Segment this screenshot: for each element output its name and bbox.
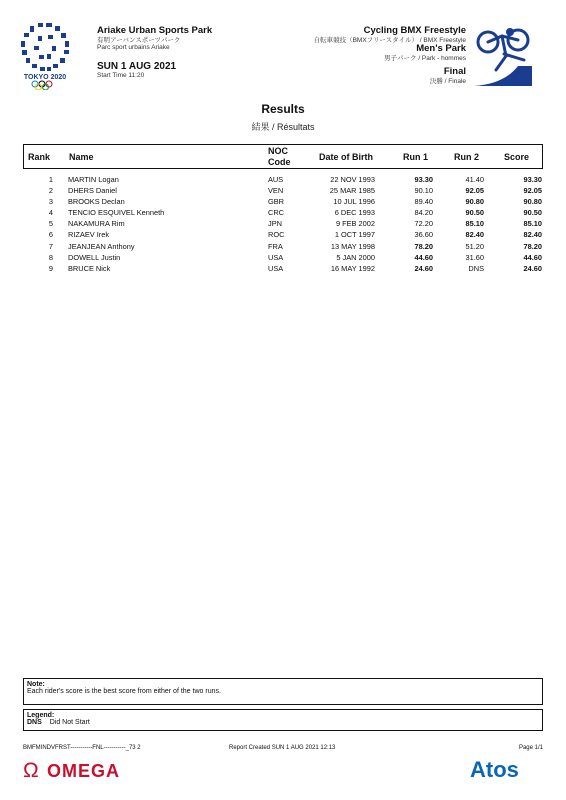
run2-cell: 90.50 — [465, 208, 484, 218]
col-noc-header-2: Code — [268, 157, 291, 167]
score-cell: 92.05 — [523, 186, 542, 196]
dob-cell: 13 MAY 1998 — [330, 241, 375, 251]
run2-cell: 51.20 — [465, 241, 484, 251]
omega-logo — [23, 757, 148, 782]
table-row — [23, 175, 543, 186]
page-number: Page 1/1 — [518, 745, 543, 751]
noc-cell: CRC — [268, 208, 285, 218]
noc-cell: FRA — [268, 241, 283, 251]
run2-cell: 90.80 — [465, 197, 484, 207]
event-block — [314, 26, 466, 85]
score-cell: 85.10 — [523, 219, 542, 229]
table-row — [23, 208, 543, 219]
event-name: Men's Park — [416, 43, 466, 55]
run2-cell: DNS — [468, 263, 484, 273]
col-run2-header: Run 2 — [454, 152, 480, 162]
noc-cell: USA — [268, 252, 284, 262]
noc-cell: JPN — [268, 219, 282, 229]
rank-cell: 7 — [48, 241, 53, 251]
atos-wordmark: Atos — [470, 757, 519, 782]
col-name-header: Name — [69, 152, 94, 162]
report-created: Report Created SUN 1 AUG 2021 12:13 — [229, 745, 336, 751]
rank-cell: 9 — [48, 263, 53, 273]
venue-name-jp: 有明アーバンスポーツパーク — [97, 36, 181, 44]
legend-box — [23, 709, 543, 731]
legend-code: DNS — [27, 719, 42, 726]
dob-cell: 6 DEC 1993 — [334, 208, 375, 218]
rank-cell: 2 — [48, 186, 53, 196]
score-cell: 90.50 — [523, 208, 542, 218]
noc-cell: ROC — [268, 230, 285, 240]
venue-block — [97, 26, 212, 80]
run2-cell: 82.40 — [465, 230, 484, 240]
dob-cell: 16 MAY 1992 — [330, 263, 375, 273]
run2-cell: 85.10 — [465, 219, 484, 229]
run1-cell: 89.40 — [414, 197, 433, 207]
results-table-body — [23, 175, 543, 275]
event-subtitle: 男子パーク / Park - hommes — [384, 55, 466, 63]
table-row — [23, 197, 543, 208]
dob-cell: 22 NOV 1993 — [330, 175, 375, 184]
run1-cell: 44.60 — [414, 252, 433, 262]
atos-logo — [470, 756, 546, 782]
dob-cell: 9 FEB 2002 — [335, 219, 375, 229]
omega-wordmark: OMEGA — [47, 761, 121, 781]
phase-name: Final — [443, 65, 466, 77]
page-title: Results — [261, 102, 305, 116]
run1-cell: 93.30 — [414, 175, 433, 184]
score-cell: 24.60 — [523, 263, 542, 273]
venue-name: Ariake Urban Sports Park — [97, 25, 213, 36]
results-table-header — [23, 144, 543, 169]
name-cell: DHERS Daniel — [68, 186, 117, 196]
run2-cell: 92.05 — [465, 186, 484, 196]
table-row — [23, 264, 543, 275]
page-subtitle: 結果 / Résultats — [251, 122, 315, 132]
run2-cell: 31.60 — [465, 252, 484, 262]
run1-cell: 90.10 — [414, 186, 433, 196]
dob-cell: 25 MAR 1985 — [329, 186, 375, 196]
score-cell: 93.30 — [523, 175, 542, 184]
sport-subtitle: 自転車競技（BMXフリースタイル） / BMX Freestyle — [313, 36, 466, 44]
table-row — [23, 253, 543, 264]
rank-cell: 4 — [48, 208, 53, 218]
footer-code: BMFMINDVFRST-----------FNL-----------_73 2 — [23, 745, 141, 751]
table-row — [23, 230, 543, 241]
legend-label: Legend: — [27, 712, 55, 719]
name-cell: NAKAMURA Rim — [68, 219, 125, 229]
svg-text:Ω: Ω — [23, 759, 39, 782]
rank-cell: 6 — [48, 230, 53, 240]
run2-cell: 41.40 — [465, 175, 484, 184]
rank-cell: 3 — [48, 197, 53, 207]
name-cell: BRUCE Nick — [68, 263, 111, 273]
name-cell: DOWELL Justin — [68, 252, 121, 262]
legend-description: Did Not Start — [49, 719, 90, 726]
col-run1-header: Run 1 — [403, 152, 429, 162]
start-time: Start Time 11:20 — [97, 72, 145, 80]
run1-cell: 78.20 — [414, 241, 433, 251]
note-text: Each rider's score is the best score from either of the two runs. — [27, 688, 221, 695]
rank-cell: 1 — [48, 175, 53, 184]
run1-cell: 36.60 — [414, 230, 433, 240]
table-row — [23, 242, 543, 253]
dob-cell: 10 JUL 1996 — [333, 197, 375, 207]
name-cell: RIZAEV Irek — [68, 230, 110, 240]
score-cell: 90.80 — [523, 197, 542, 207]
table-row — [23, 186, 543, 197]
col-rank-header: Rank — [28, 152, 51, 162]
name-cell: BROOKS Declan — [68, 197, 125, 207]
sport-name: Cycling BMX Freestyle — [363, 25, 466, 36]
score-cell: 78.20 — [523, 241, 542, 251]
col-dob-header: Date of Birth — [319, 152, 373, 162]
noc-cell: GBR — [268, 197, 285, 207]
table-row — [23, 219, 543, 230]
note-box — [23, 678, 543, 705]
dob-cell: 1 OCT 1997 — [334, 230, 375, 240]
noc-cell: AUS — [268, 175, 284, 184]
run1-cell: 24.60 — [414, 263, 433, 273]
col-noc-header: NOC — [268, 146, 288, 156]
name-cell: TENCIO ESQUIVEL Kenneth — [68, 208, 165, 218]
tokyo-2020-logo — [18, 22, 72, 90]
tokyo-2020-label: TOKYO 2020 — [23, 74, 67, 81]
name-cell: MARTIN Logan — [68, 175, 119, 184]
noc-cell: VEN — [268, 186, 284, 196]
note-label: Note: — [27, 681, 45, 688]
venue-name-fr: Parc sport urbains Ariake — [97, 44, 170, 52]
score-cell: 82.40 — [523, 230, 542, 240]
rank-cell: 5 — [48, 219, 53, 229]
dob-cell: 5 JAN 2000 — [336, 252, 375, 262]
run1-cell: 72.20 — [414, 219, 433, 229]
name-cell: JEANJEAN Anthony — [68, 241, 135, 251]
event-date: SUN 1 AUG 2021 — [97, 60, 177, 72]
run1-cell: 84.20 — [414, 208, 433, 218]
score-cell: 44.60 — [523, 252, 542, 262]
rank-cell: 8 — [48, 252, 53, 262]
col-score-header: Score — [504, 152, 530, 162]
phase-subtitle: 決勝 / Finale — [429, 77, 466, 85]
bmx-pictogram-icon — [474, 26, 540, 88]
noc-cell: USA — [268, 263, 284, 273]
